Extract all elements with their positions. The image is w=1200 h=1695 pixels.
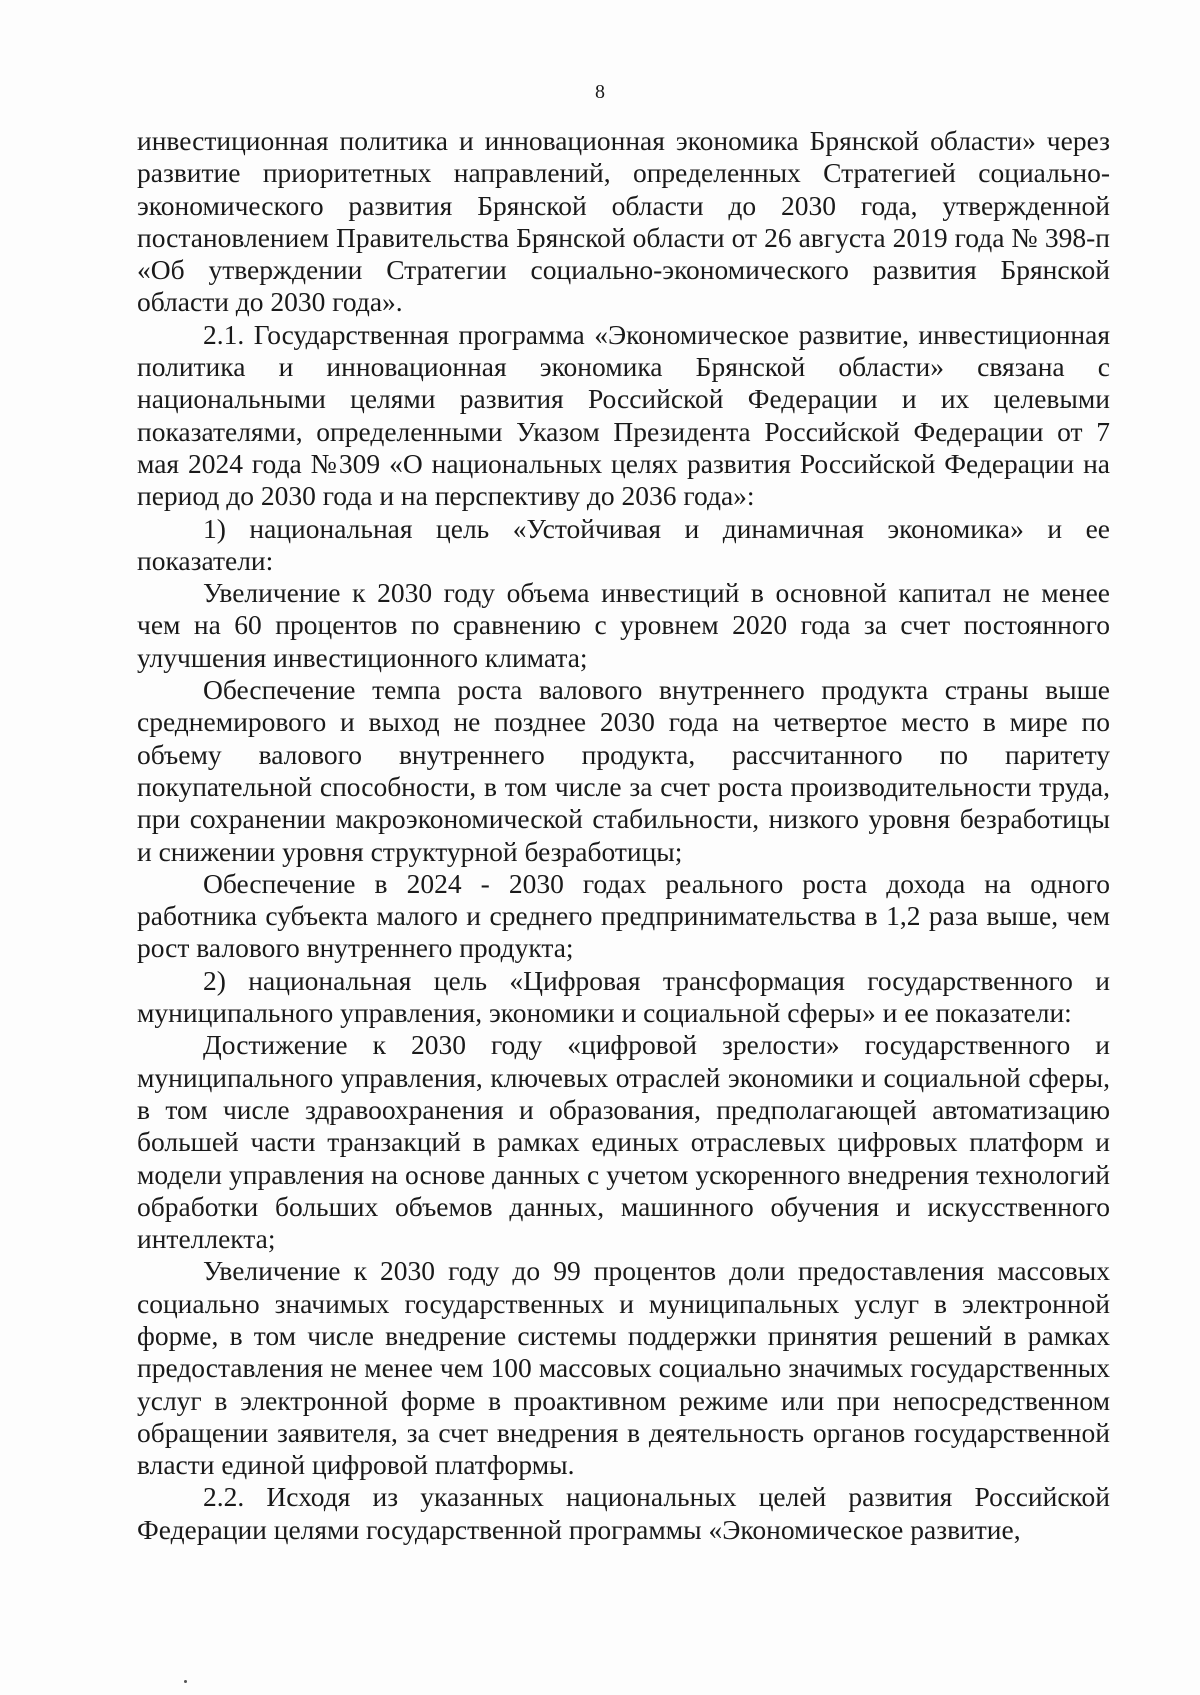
paragraph: 2.2. Исходя из указанных национальных целей развития Российской Федерации целями государственной программы «Экономическое развитие, [137,1481,1110,1545]
paragraph: Увеличение к 2030 году до 99 процентов доли предоставления массовых социально значимых государственных и муниципальных услуг в электронной форме, в том числе внедрение системы поддержки принятия решений в рамках предоставления не менее чем 100 массовых социально значимых государственных услуг в электронной форме в проактивном режиме или при непосредственном обращении заявителя, за счет внедрения в деятельность органов государственной власти единой цифровой платформы. [137,1255,1110,1481]
paragraph: 2) национальная цель «Цифровая трансформация государственного и муниципального управления, экономики и социальной сферы» и ее показатели: [137,964,1110,1029]
paragraph: 2.1. Государственная программа «Экономическое развитие, инвестиционная политика и инновационная экономика Брянской области» связана с национальными целями развития Российской Федерации и их целевыми показателями, определенными Указом Президента Российской Федерации от 7 мая 2024 года №309 «О национальных целях развития Российской Федерации на период до 2030 года и на перспективу до 2036 года»: [137,318,1110,512]
paragraph: инвестиционная политика и инновационная экономика Брянской области» через развитие приоритетных направлений, определенных Стратегией социально-экономического развития Брянской области до 2030 года, утвержденной постановлением Правительства Брянской области от 26 августа 2019 года № 398-п «Об утверждении Стратегии социально-экономического развития Брянской области до 2030 года». [137,125,1110,318]
paragraph: Увеличение к 2030 году объема инвестиций в основной капитал не менее чем на 60 процентов по сравнению с уровнем 2020 года за счет постоянного улучшения инвестиционного климата; [137,577,1110,673]
page-number: 8 [595,81,605,103]
paragraph: Достижение к 2030 году «цифровой зрелости» государственного и муниципального управления, ключевых отраслей экономики и социальной сферы, в том числе здравоохранения и образования, предполагающей автоматизацию большей части транзакций в рамках единых отраслевых цифровых платформ и модели управления на основе данных с учетом ускоренного внедрения технологий обработки больших объемов данных, машинного обучения и искусственного интеллекта; [137,1029,1110,1255]
document-body [137,125,1110,1546]
paragraph: Обеспечение темпа роста валового внутреннего продукта страны выше среднемирового и выход не позднее 2030 года на четвертое место в мире по объему валового внутреннего продукта, рассчитанного по паритету покупательной способности, в том числе за счет роста производительности труда, при сохранении макроэкономической стабильности, низкого уровня безработицы и снижении уровня структурной безработицы; [137,674,1110,867]
paragraph: 1) национальная цель «Устойчивая и динамичная экономика» и ее показатели: [137,512,1110,576]
paragraph: Обеспечение в 2024 - 2030 годах реального роста дохода на одного работника субъекта малого и среднего предпринимательства в 1,2 раза выше, чем рост валового внутреннего продукта; [137,867,1110,964]
scan-speck [184,1680,187,1683]
